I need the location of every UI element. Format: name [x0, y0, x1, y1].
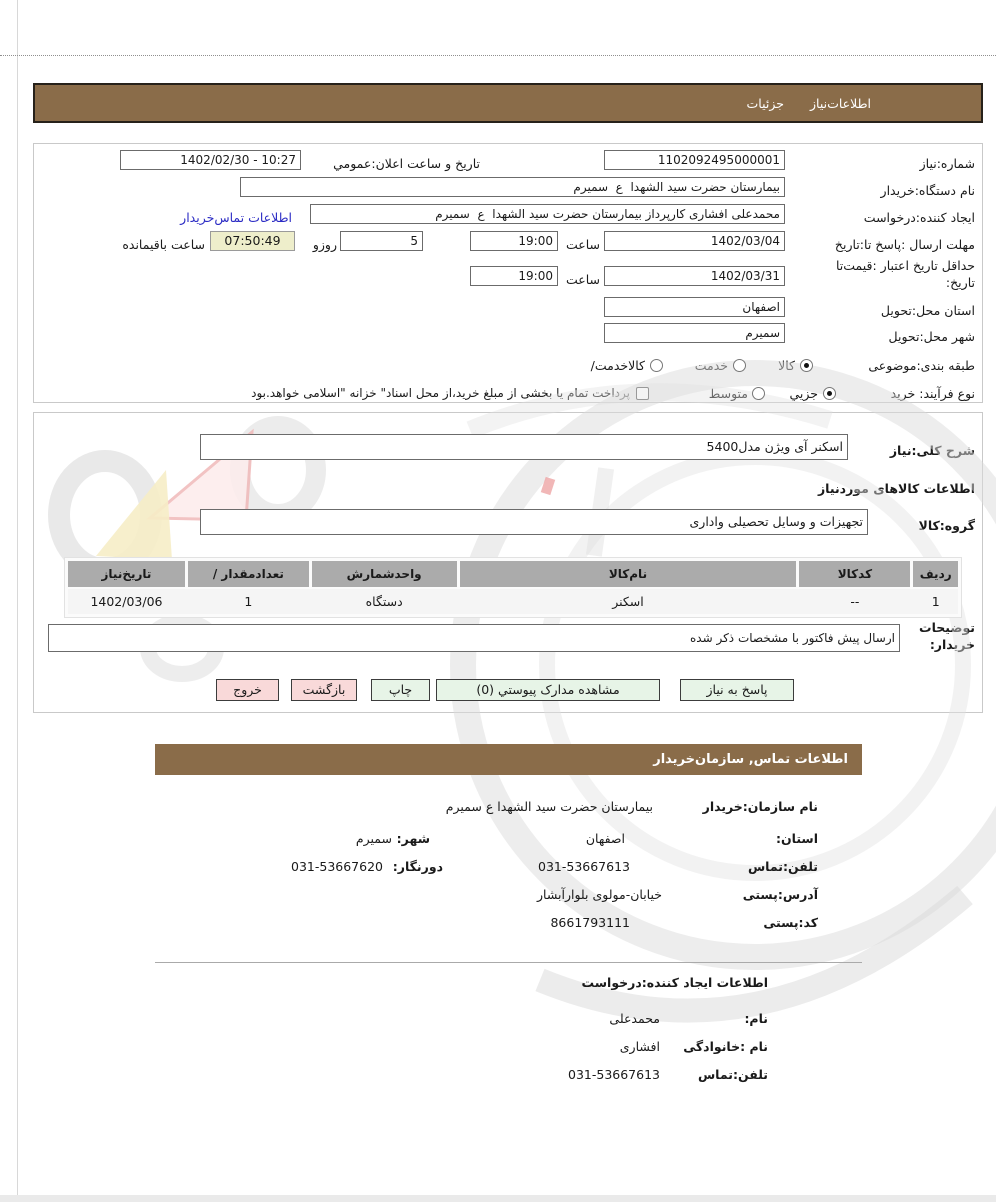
print-button[interactable]: چاپ: [371, 679, 430, 701]
validity-hour-label: ساعت: [565, 272, 600, 287]
reply-to-need-button[interactable]: پاسخ به نیاز: [680, 679, 794, 701]
hours-remaining-label: ساعت باقیمانده: [122, 237, 205, 252]
need-desc-field[interactable]: اسکنر آی ویژن مدل5400: [200, 434, 848, 460]
col-unit: واحدشمارش: [312, 561, 457, 587]
cell-quantity: 1: [244, 594, 253, 609]
org-contact-header-bar: اطلاعات تماس, سازمان‌خریدار: [155, 744, 862, 775]
validity-label-line1: حداقل تاریخ اعتبار :قیمت‌تا: [835, 258, 975, 273]
creator-info-heading: اطلاعات ایجاد کننده:درخواست: [581, 975, 768, 990]
items-table: [64, 557, 962, 618]
contact-address-value: خیابان-مولوی بلوارآبشار: [537, 887, 662, 902]
days-label: روزو: [312, 237, 337, 252]
bottom-strip: [0, 1195, 996, 1202]
tab-need-info[interactable]: اطلاعات‌نیاز: [809, 95, 871, 111]
contact-postal-value: 8661793111: [550, 915, 630, 930]
delivery-province-field[interactable]: اصفهان: [604, 297, 785, 317]
deadline-time-field[interactable]: 19:00: [470, 231, 558, 251]
treasury-checkbox-label[interactable]: پرداخت تمام یا بخشی از مبلغ خرید،از محل اسناد" خزانه "اسلامی خواهد.بود: [251, 386, 630, 400]
exit-button[interactable]: خروج: [216, 679, 279, 701]
creator-family-value: افشاری: [619, 1039, 660, 1054]
org-name-label: نام سازمان:خریدار: [702, 799, 818, 814]
contact-province-value: اصفهان: [585, 831, 625, 846]
view-attachments-button[interactable]: مشاهده مدارک پیوستي (0): [436, 679, 660, 701]
radio-service-label[interactable]: خدمت: [694, 358, 728, 373]
validity-time-field[interactable]: 19:00: [470, 266, 558, 286]
cell-goods-name: اسکنر: [612, 594, 644, 609]
treasury-checkbox[interactable]: [636, 387, 649, 400]
deadline-hour-label: ساعت: [565, 237, 600, 252]
top-dotted-separator: [0, 55, 996, 56]
tab-details[interactable]: جزئیات: [746, 95, 784, 111]
need-desc-label: شرح کلی:نیاز: [889, 443, 975, 458]
contact-city-label: شهر:: [396, 831, 430, 846]
radio-goods-service[interactable]: [650, 359, 663, 372]
col-row-number: ردیف: [913, 561, 958, 587]
creator-section-divider: [155, 962, 862, 963]
radio-goods-service-label[interactable]: کالاخدمت/: [590, 358, 645, 373]
contact-phone-value: 031-53667613: [538, 859, 630, 874]
col-goods-code: کدکالا: [799, 561, 910, 587]
back-button[interactable]: بازگشت: [291, 679, 357, 701]
contact-address-label: آدرس:پستی: [742, 887, 818, 902]
contact-postal-label: کد:پستی: [763, 915, 818, 930]
remaining-days-field[interactable]: 5: [340, 231, 423, 251]
creator-phone-value: 031-53667613: [568, 1067, 660, 1082]
org-name-value: بیمارستان حضرت سید الشهدا ع سمیرم: [445, 799, 653, 814]
validity-label-line2: تاریخ:: [945, 275, 975, 290]
cell-need-date: 1402/03/06: [90, 594, 163, 609]
countdown-timer: 07:50:49: [210, 231, 295, 251]
delivery-city-label: شهر محل:تحویل: [888, 329, 975, 344]
announce-datetime-field[interactable]: 1402/02/30 - 10:27: [120, 150, 301, 170]
contact-phone-label: تلفن:تماس: [747, 859, 818, 874]
delivery-city-field[interactable]: سمیرم: [604, 323, 785, 343]
announce-datetime-label: تاریخ و ساعت اعلان:عمومي: [333, 156, 480, 171]
deadline-label: مهلت ارسال :پاسخ تا:تاریخ: [834, 237, 975, 252]
contact-fax-value: 031-53667620: [291, 859, 383, 874]
header-bar: [33, 83, 983, 123]
radio-service[interactable]: [733, 359, 746, 372]
contact-city-value: سمیرم: [355, 831, 392, 846]
need-number-label: شماره:نیاز: [919, 156, 975, 171]
creator-name-value: محمدعلی: [609, 1011, 660, 1026]
col-quantity: تعدادمقدار /: [188, 561, 309, 587]
radio-medium-label[interactable]: متوسط: [708, 386, 748, 401]
col-need-date: تاریخ‌نیاز: [68, 561, 185, 587]
need-number-field[interactable]: 1102092495000001: [604, 150, 785, 170]
category-label: طبقه بندی:موضوعی: [868, 358, 975, 373]
request-creator-field[interactable]: محمدعلی افشاری کارپرداز بیمارستان حضرت سید الشهدا ع سمیرم: [310, 204, 785, 224]
contact-fax-label: دورنگار:: [392, 859, 443, 874]
radio-goods-label[interactable]: کالا: [778, 358, 795, 373]
creator-phone-label: تلفن:تماس: [697, 1067, 768, 1082]
radio-goods[interactable]: [800, 359, 813, 372]
radio-minor[interactable]: [823, 387, 836, 400]
cell-goods-code: --: [850, 594, 860, 609]
validity-date-field[interactable]: 1402/03/31: [604, 266, 785, 286]
buyer-notes-field[interactable]: ارسال پیش فاکتور با مشخصات ذکر شده: [48, 624, 900, 652]
buyer-org-field[interactable]: بیمارستان حضرت سید الشهدا ع سمیرم: [240, 177, 785, 197]
cell-unit: دستگاه: [365, 594, 403, 609]
table-row: [68, 589, 958, 614]
process-label: نوع فرآیند: خرید: [890, 386, 975, 401]
creator-name-label: نام:: [744, 1011, 768, 1026]
notes-label-line1: توضیحات: [919, 620, 975, 635]
buyer-contact-link[interactable]: اطلاعات تماس‌خریدار: [180, 210, 292, 225]
goods-group-field[interactable]: تجهیزات و وسایل تحصیلی واداری: [200, 509, 868, 535]
buyer-org-label: نام دستگاه:خریدار: [880, 183, 975, 198]
cell-row-number: 1: [931, 594, 940, 609]
request-creator-label: ایجاد کننده:درخواست: [863, 210, 975, 225]
notes-label-line2: خریدار:: [929, 637, 975, 652]
radio-minor-label[interactable]: جزیي: [789, 386, 818, 401]
items-table-header: [68, 561, 958, 587]
items-heading: اطلاعات کالاهای موردنیاز: [817, 481, 975, 496]
contact-province-label: استان:: [775, 831, 818, 846]
radio-medium[interactable]: [752, 387, 765, 400]
goods-group-label: گروه:کالا: [918, 518, 975, 533]
delivery-province-label: استان محل:تحویل: [880, 303, 975, 318]
left-border-line: [17, 0, 18, 1202]
col-goods-name: نام‌کالا: [460, 561, 797, 587]
creator-family-label: نام :خانوادگی: [683, 1039, 768, 1054]
deadline-date-field[interactable]: 1402/03/04: [604, 231, 785, 251]
